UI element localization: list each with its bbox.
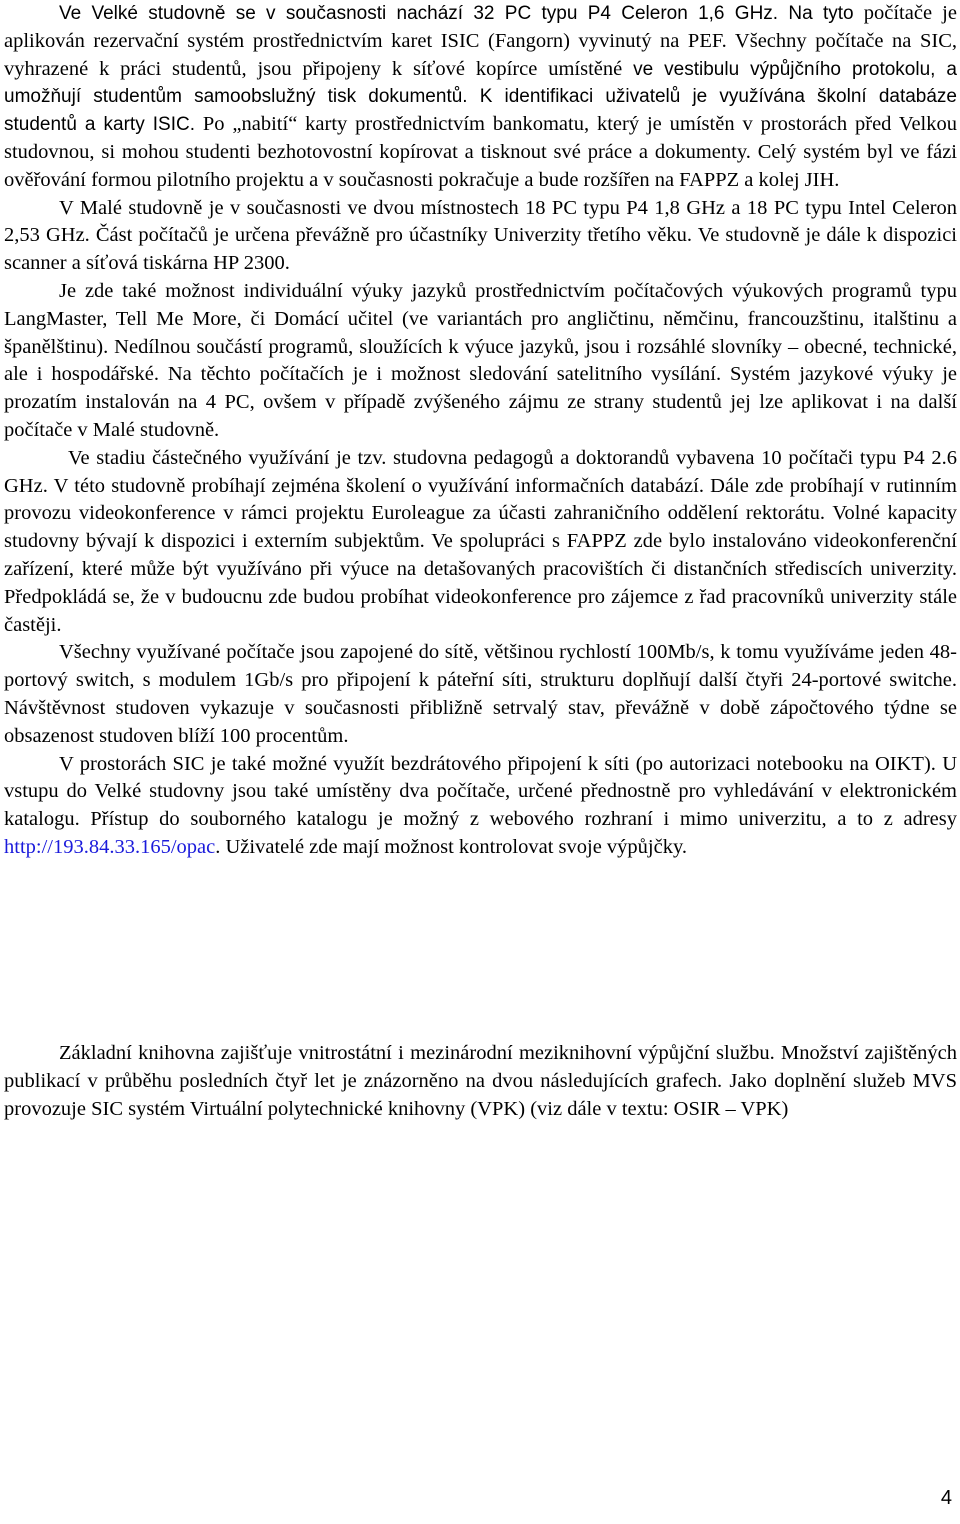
opac-link[interactable]: http://193.84.33.165/opac [4,835,216,858]
paragraph-mala-studovna: V Malé studovně je v současnosti ve dvou místnostech 18 PC typu P4 1,8 GHz a 18 PC typu Intel Celeron 2,53 GHz. Část počítačů je určena převážně pro účastníky Univerzity třetího věku. Ve studovně je dále k dispozici scanner a síťová tiskárna HP 2300. [4,196,957,275]
paragraph-sit: Všechny využívané počítače jsou zapojené do sítě, většinou rychlostí 100Mb/s, k tomu využíváme jeden 48-portový switch, s modulem 1Gb/s pro připojení k páteřní síti, strukturu doplňují další čtyři 24-portové switche. Návštěvnost studoven vykazuje v současnosti přibližně setrvalý stav, převážně v době zápočtového týdne se obsazenost studoven blíží 100 procentům. [4,641,957,747]
paragraph-6-before-link: V prostorách SIC je také možné využít bezdrátového připojení k síti (po autorizaci notebooku na OIKT). U vstupu do Velké studovny jsou také umístěny dva počítače, určené přednostně pro vyhledávání v elektronickém katalogu. Přístup do souborného katalogu je možný z webového rozhraní i mimo univerzitu, a to z adresy [4,752,957,831]
body-text-bottom [4,1040,957,1123]
paragraph-bezdratove-pripojeni [4,751,957,862]
paragraph-6-after-link: . Uživatelé zde mají možnost kontrolovat svoje výpůjčky. [215,835,688,858]
page-number: 4 [940,1487,952,1509]
paragraph-1-serif-a: počítače je aplikován rezervační systém prostřednictvím karet ISIC (Fangorn) vyvinutý na PEF. Všechny počítače na SIC, vyhrazené k práci studentů, jsou připojeny k síťové kopírce umístěné [4,2,957,80]
paragraph-mvs: Základní knihovna zajišťuje vnitrostátní i mezinárodní meziknihovní výpůjční službu. Množství zajištěných publikací v průběhu posledních čtyř let je znázorněno na dvou následujících grafech. Jako doplnění služeb MVS provozuje SIC systém Virtuální polytechnické knihovny (VPK) (viz dále v textu: OSIR – VPK) [4,1042,957,1120]
paragraph-velka-studovna [4,0,957,195]
paragraph-1-serif-c: Po „nabití“ karty prostřednictvím bankomatu, který je umístěn v prostorách před Velkou studovnou, si mohou studenti bezhotovostní kopírovat a tisknout své práce a dokumenty. Celý systém byl ve fázi ověřování formou pilotního projektu a v současnosti pokračuje a bude rozšířen na FAPPZ a kolej JIH. [4,113,958,191]
paragraph-studovna-pedagogu: Ve stadiu částečného využívání je tzv. studovna pedagogů a doktorandů vybavena 10 počítači typu P4 2.6 GHz. V této studovně probíhají zejména školení o využívání informačních databází. Dále zde probíhají v rutinním provozu videokonference v rámci projektu Euroleague za účasti zahraničního oddělení rektorátu. Volné kapacity studovny bývají k dispozici i externím subjektům. Ve spolupráci s FAPPZ zde bylo instalováno videokonferenční zařízení, které může být využíváno při výuce na detašovaných pracovištích či distančních střediscích univerzity. Předpokládá se, že v budoucnu zde budou probíhat videokonference pro zájemce z řad pracovníků univerzity stále častěji. [4,446,957,636]
body-text-top [4,0,957,862]
paragraph-1-sans-b: ve vestibulu výpůjčního protokolu, a umožňují studentům samoobslužný tisk dokumentů. K identifikaci uživatelů je využívána školní databáze studentů a karty ISIC. [4,58,958,136]
paragraph-1-sans: Ve Velké studovně se v současnosti nachází 32 PC typu P4 Celeron 1,6 GHz. Na tyto [59,3,854,24]
paragraph-jazykova-vyuka: Je zde také možnost individuální výuky jazyků prostřednictvím počítačových výukových programů typu LangMaster, Tell Me More, či Domácí učitel (ve variantách pro angličtinu, němčinu, francouzštinu, italštinu a španělštinu). Nedílnou součástí programů, sloužících k výuce jazyků, jsou i rozsáhlé slovníky – obecné, technické, ale i hospodářské. Na těchto počítačích je i možnost sledování satelitního vysílání. Systém jazykové výuky je prozatím instalován na 4 PC, ovšem v případě zvýšeného zájmu ze strany studentů jej lze aplikovat i na další počítače v Malé studovně. [4,279,957,441]
